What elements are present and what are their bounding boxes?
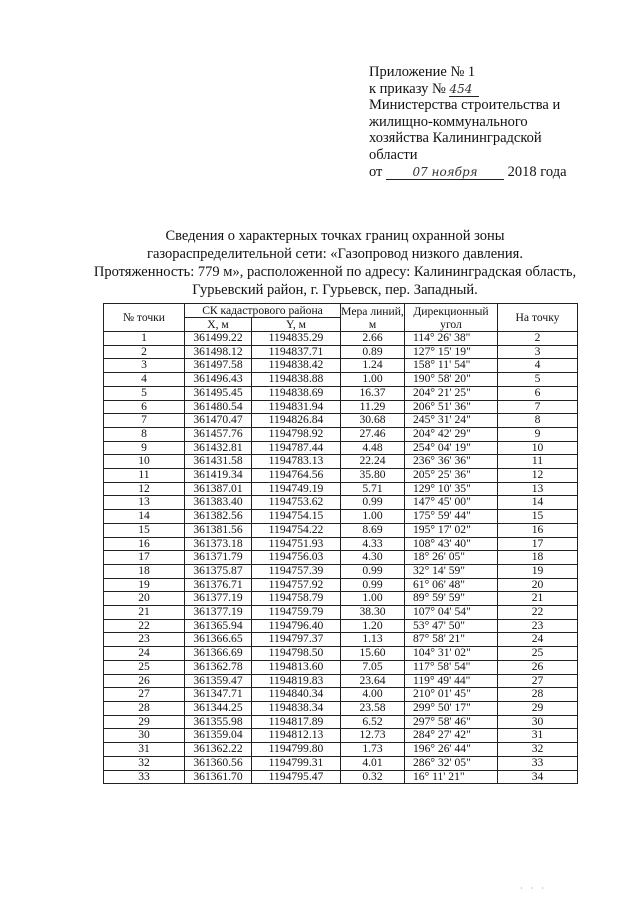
cell-direction: 104° 31' 02" <box>405 647 498 661</box>
cell-direction: 117° 58' 54" <box>405 660 498 674</box>
table-row <box>104 345 578 359</box>
cell-x: 361470.47 <box>185 414 252 428</box>
header-cadastral-cs: СК кадастрового района <box>185 304 341 318</box>
cell-direction: 190° 58' 20" <box>405 373 498 387</box>
cell-point: 22 <box>104 619 185 633</box>
cell-x: 361373.18 <box>185 537 252 551</box>
cell-direction: 127° 15' 19" <box>405 345 498 359</box>
cell-y: 1194796.40 <box>252 619 341 633</box>
cell-x: 361431.58 <box>185 455 252 469</box>
cell-y: 1194826.84 <box>252 414 341 428</box>
cell-direction: 129° 10' 35" <box>405 482 498 496</box>
coordinates-table <box>103 303 578 784</box>
cell-direction: 236° 36' 36" <box>405 455 498 469</box>
cell-measure: 12.73 <box>341 729 405 743</box>
cell-to-point: 22 <box>498 606 578 620</box>
cell-to-point: 29 <box>498 701 578 715</box>
cell-direction: 158° 11' 54" <box>405 359 498 373</box>
cell-x: 361495.45 <box>185 386 252 400</box>
cell-x: 361355.98 <box>185 715 252 729</box>
cell-y: 1194764.56 <box>252 469 341 483</box>
cell-point: 24 <box>104 647 185 661</box>
cell-y: 1194749.19 <box>252 482 341 496</box>
cell-direction: 254° 04' 19" <box>405 441 498 455</box>
ministry-line-4: области <box>369 146 418 163</box>
cell-x: 361498.12 <box>185 345 252 359</box>
cell-direction: 206° 51' 36" <box>405 400 498 414</box>
cell-point: 1 <box>104 332 185 346</box>
cell-measure: 0.99 <box>341 564 405 578</box>
cell-to-point: 12 <box>498 469 578 483</box>
cell-direction: 32° 14' 59" <box>405 564 498 578</box>
order-reference <box>369 81 609 98</box>
cell-y: 1194838.42 <box>252 359 341 373</box>
cell-y: 1194751.93 <box>252 537 341 551</box>
cell-to-point: 21 <box>498 592 578 606</box>
header-to-point: На точку <box>498 304 578 332</box>
cell-to-point: 32 <box>498 743 578 757</box>
cell-x: 361499.22 <box>185 332 252 346</box>
cell-y: 1194838.34 <box>252 701 341 715</box>
cell-direction: 204° 21' 25" <box>405 386 498 400</box>
order-date <box>369 164 609 181</box>
cell-to-point: 7 <box>498 400 578 414</box>
cell-direction: 286° 32' 05" <box>405 756 498 770</box>
order-number-handwritten: 454 <box>449 83 479 97</box>
cell-measure: 4.00 <box>341 688 405 702</box>
cell-direction: 107° 04' 54" <box>405 606 498 620</box>
cell-x: 361365.94 <box>185 619 252 633</box>
cell-point: 6 <box>104 400 185 414</box>
scan-marks: · · · <box>520 884 547 893</box>
cell-to-point: 15 <box>498 510 578 524</box>
header-direction-angle: Дирекционный угол <box>405 304 498 332</box>
cell-x: 361387.01 <box>185 482 252 496</box>
cell-measure: 0.89 <box>341 345 405 359</box>
cell-to-point: 8 <box>498 414 578 428</box>
table-row <box>104 359 578 373</box>
cell-x: 361360.56 <box>185 756 252 770</box>
cell-point: 7 <box>104 414 185 428</box>
cell-x: 361377.19 <box>185 592 252 606</box>
cell-x: 361362.78 <box>185 660 252 674</box>
cell-to-point: 5 <box>498 373 578 387</box>
cell-direction: 210° 01' 45" <box>405 688 498 702</box>
table-row <box>104 386 578 400</box>
cell-point: 17 <box>104 551 185 565</box>
ministry-line-1: Министерства строительства и <box>369 97 561 114</box>
table-row <box>104 551 578 565</box>
cell-point: 10 <box>104 455 185 469</box>
cell-measure: 4.33 <box>341 537 405 551</box>
table-row <box>104 523 578 537</box>
cell-measure: 7.05 <box>341 660 405 674</box>
table-row <box>104 674 578 688</box>
cell-measure: 27.46 <box>341 427 405 441</box>
table-row <box>104 619 578 633</box>
table-row <box>104 373 578 387</box>
cell-x: 361377.19 <box>185 606 252 620</box>
cell-point: 29 <box>104 715 185 729</box>
cell-y: 1194819.83 <box>252 674 341 688</box>
cell-to-point: 26 <box>498 660 578 674</box>
cell-x: 361496.43 <box>185 373 252 387</box>
date-prefix: от <box>369 163 383 180</box>
title-line-4: Гурьевский район, г. Гурьевск, пер. Западный. <box>192 282 478 298</box>
title-line-3: Протяженность: 779 м», расположенной по адресу: Калининградская область, <box>93 264 577 280</box>
cell-y: 1194835.29 <box>252 332 341 346</box>
cell-measure: 38.30 <box>341 606 405 620</box>
order-prefix: к приказу № <box>369 80 446 97</box>
table-row <box>104 482 578 496</box>
cell-measure: 23.64 <box>341 674 405 688</box>
cell-point: 26 <box>104 674 185 688</box>
cell-measure: 6.52 <box>341 715 405 729</box>
cell-x: 361382.56 <box>185 510 252 524</box>
cell-y: 1194837.71 <box>252 345 341 359</box>
cell-x: 361344.25 <box>185 701 252 715</box>
cell-to-point: 16 <box>498 523 578 537</box>
cell-y: 1194798.50 <box>252 647 341 661</box>
cell-direction: 284° 27' 42" <box>405 729 498 743</box>
cell-point: 4 <box>104 373 185 387</box>
cell-direction: 16° 11' 21" <box>405 770 498 784</box>
ministry-line-3: хозяйства Калининградской <box>369 130 542 147</box>
cell-point: 2 <box>104 345 185 359</box>
cell-measure: 22.24 <box>341 455 405 469</box>
table-row <box>104 647 578 661</box>
cell-point: 27 <box>104 688 185 702</box>
cell-to-point: 4 <box>498 359 578 373</box>
cell-point: 9 <box>104 441 185 455</box>
table-row <box>104 414 578 428</box>
cell-y: 1194758.79 <box>252 592 341 606</box>
cell-y: 1194798.92 <box>252 427 341 441</box>
cell-point: 25 <box>104 660 185 674</box>
table-row <box>104 427 578 441</box>
cell-point: 21 <box>104 606 185 620</box>
table-header-row <box>104 304 578 318</box>
cell-point: 16 <box>104 537 185 551</box>
table-row <box>104 715 578 729</box>
cell-point: 3 <box>104 359 185 373</box>
cell-point: 8 <box>104 427 185 441</box>
cell-to-point: 27 <box>498 674 578 688</box>
header-line-measure: Мера линий, м <box>341 304 404 331</box>
cell-point: 13 <box>104 496 185 510</box>
cell-to-point: 23 <box>498 619 578 633</box>
table-row <box>104 592 578 606</box>
table-body <box>104 332 578 784</box>
cell-direction: 147° 45' 00" <box>405 496 498 510</box>
cell-point: 19 <box>104 578 185 592</box>
table-row <box>104 441 578 455</box>
cell-direction: 196° 26' 44" <box>405 743 498 757</box>
cell-x: 361366.65 <box>185 633 252 647</box>
cell-direction: 53° 47' 50" <box>405 619 498 633</box>
cell-to-point: 3 <box>498 345 578 359</box>
cell-y: 1194759.79 <box>252 606 341 620</box>
cell-point: 31 <box>104 743 185 757</box>
cell-x: 361347.71 <box>185 688 252 702</box>
cell-measure: 4.01 <box>341 756 405 770</box>
table-row <box>104 660 578 674</box>
cell-y: 1194813.60 <box>252 660 341 674</box>
header-y: Y, м <box>252 318 341 332</box>
ministry-line-2: жилищно-коммунального <box>369 113 528 130</box>
cell-point: 15 <box>104 523 185 537</box>
cell-point: 33 <box>104 770 185 784</box>
cell-measure: 4.30 <box>341 551 405 565</box>
table-row <box>104 455 578 469</box>
cell-measure: 1.00 <box>341 373 405 387</box>
cell-to-point: 30 <box>498 715 578 729</box>
cell-to-point: 20 <box>498 578 578 592</box>
cell-to-point: 6 <box>498 386 578 400</box>
table-row <box>104 578 578 592</box>
cell-direction: 61° 06' 48" <box>405 578 498 592</box>
cell-direction: 205° 25' 36" <box>405 469 498 483</box>
cell-to-point: 2 <box>498 332 578 346</box>
appendix-block <box>369 64 609 180</box>
cell-measure: 2.66 <box>341 332 405 346</box>
title-line-1: Сведения о характерных точках границ охранной зоны <box>165 228 505 244</box>
cell-x: 361376.71 <box>185 578 252 592</box>
cell-direction: 204° 42' 29" <box>405 427 498 441</box>
cell-direction: 89° 59' 59" <box>405 592 498 606</box>
table-row <box>104 537 578 551</box>
document-title <box>70 227 600 299</box>
cell-measure: 23.58 <box>341 701 405 715</box>
cell-direction: 87° 58' 21" <box>405 633 498 647</box>
cell-y: 1194787.44 <box>252 441 341 455</box>
cell-to-point: 33 <box>498 756 578 770</box>
cell-measure: 15.60 <box>341 647 405 661</box>
cell-direction: 108° 43' 40" <box>405 537 498 551</box>
cell-to-point: 10 <box>498 441 578 455</box>
table-row <box>104 510 578 524</box>
cell-measure: 1.13 <box>341 633 405 647</box>
cell-to-point: 24 <box>498 633 578 647</box>
cell-to-point: 34 <box>498 770 578 784</box>
cell-x: 361383.40 <box>185 496 252 510</box>
table-row <box>104 633 578 647</box>
cell-to-point: 19 <box>498 564 578 578</box>
cell-measure: 1.00 <box>341 510 405 524</box>
cell-point: 18 <box>104 564 185 578</box>
cell-to-point: 9 <box>498 427 578 441</box>
cell-y: 1194754.15 <box>252 510 341 524</box>
cell-point: 11 <box>104 469 185 483</box>
cell-direction: 175° 59' 44" <box>405 510 498 524</box>
cell-measure: 16.37 <box>341 386 405 400</box>
table-row <box>104 496 578 510</box>
cell-to-point: 18 <box>498 551 578 565</box>
cell-x: 361359.47 <box>185 674 252 688</box>
cell-point: 20 <box>104 592 185 606</box>
cell-direction: 297° 58' 46" <box>405 715 498 729</box>
cell-measure: 4.48 <box>341 441 405 455</box>
cell-to-point: 14 <box>498 496 578 510</box>
table-row <box>104 400 578 414</box>
cell-y: 1194757.92 <box>252 578 341 592</box>
table-row <box>104 469 578 483</box>
cell-direction: 119° 49' 44" <box>405 674 498 688</box>
cell-x: 361371.79 <box>185 551 252 565</box>
cell-to-point: 17 <box>498 537 578 551</box>
cell-y: 1194754.22 <box>252 523 341 537</box>
cell-point: 5 <box>104 386 185 400</box>
cell-x: 361432.81 <box>185 441 252 455</box>
cell-x: 361457.76 <box>185 427 252 441</box>
cell-y: 1194840.34 <box>252 688 341 702</box>
cell-y: 1194799.31 <box>252 756 341 770</box>
date-year: 2018 года <box>507 163 567 180</box>
cell-y: 1194756.03 <box>252 551 341 565</box>
cell-to-point: 31 <box>498 729 578 743</box>
table-row <box>104 332 578 346</box>
cell-to-point: 28 <box>498 688 578 702</box>
cell-measure: 1.24 <box>341 359 405 373</box>
cell-x: 361497.58 <box>185 359 252 373</box>
table-row <box>104 701 578 715</box>
cell-y: 1194838.88 <box>252 373 341 387</box>
appendix-heading: Приложение № 1 <box>369 64 476 80</box>
title-line-2: газораспределительной сети: «Газопровод низкого давления. <box>147 246 523 262</box>
cell-measure: 1.73 <box>341 743 405 757</box>
header-x: X, м <box>185 318 252 332</box>
cell-x: 361361.70 <box>185 770 252 784</box>
table-row <box>104 729 578 743</box>
table-row <box>104 743 578 757</box>
cell-direction: 299° 50' 17" <box>405 701 498 715</box>
table-row <box>104 688 578 702</box>
cell-measure: 1.20 <box>341 619 405 633</box>
cell-measure: 11.29 <box>341 400 405 414</box>
cell-x: 361359.04 <box>185 729 252 743</box>
cell-direction: 18° 26' 05" <box>405 551 498 565</box>
cell-x: 361375.87 <box>185 564 252 578</box>
cell-y: 1194795.47 <box>252 770 341 784</box>
cell-x: 361381.56 <box>185 523 252 537</box>
table-row <box>104 756 578 770</box>
cell-y: 1194797.37 <box>252 633 341 647</box>
cell-y: 1194831.94 <box>252 400 341 414</box>
cell-measure: 8.69 <box>341 523 405 537</box>
table-row <box>104 606 578 620</box>
cell-measure: 0.99 <box>341 578 405 592</box>
cell-x: 361419.34 <box>185 469 252 483</box>
cell-measure: 0.99 <box>341 496 405 510</box>
cell-to-point: 25 <box>498 647 578 661</box>
cell-measure: 1.00 <box>341 592 405 606</box>
cell-point: 23 <box>104 633 185 647</box>
cell-to-point: 13 <box>498 482 578 496</box>
cell-point: 28 <box>104 701 185 715</box>
cell-direction: 245° 31' 24" <box>405 414 498 428</box>
cell-y: 1194783.13 <box>252 455 341 469</box>
cell-y: 1194799.80 <box>252 743 341 757</box>
header-point-number: № точки <box>104 304 185 332</box>
cell-y: 1194817.89 <box>252 715 341 729</box>
cell-y: 1194812.13 <box>252 729 341 743</box>
cell-direction: 195° 17' 02" <box>405 523 498 537</box>
cell-point: 32 <box>104 756 185 770</box>
cell-y: 1194757.39 <box>252 564 341 578</box>
table-row <box>104 564 578 578</box>
cell-measure: 35.80 <box>341 469 405 483</box>
cell-y: 1194838.69 <box>252 386 341 400</box>
cell-point: 30 <box>104 729 185 743</box>
date-handwritten: 07 ноября <box>386 166 504 180</box>
cell-x: 361362.22 <box>185 743 252 757</box>
cell-y: 1194753.62 <box>252 496 341 510</box>
cell-point: 12 <box>104 482 185 496</box>
cell-to-point: 11 <box>498 455 578 469</box>
cell-measure: 0.32 <box>341 770 405 784</box>
cell-point: 14 <box>104 510 185 524</box>
cell-measure: 5.71 <box>341 482 405 496</box>
table-row <box>104 770 578 784</box>
cell-x: 361366.69 <box>185 647 252 661</box>
cell-measure: 30.68 <box>341 414 405 428</box>
cell-x: 361480.54 <box>185 400 252 414</box>
cell-direction: 114° 26' 38" <box>405 332 498 346</box>
